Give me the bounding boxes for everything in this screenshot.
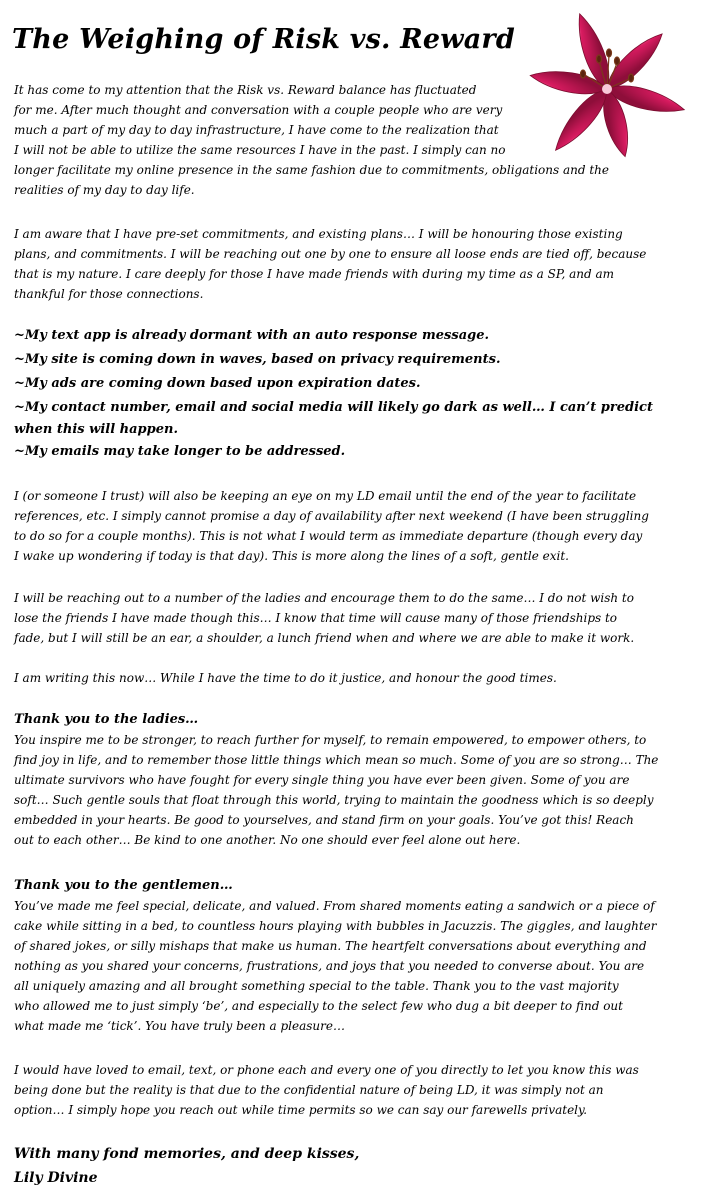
- bullet-line: when this will happen.: [14, 422, 178, 437]
- body-line: I will be reaching out to a number of the ladies and encourage them to do the same… I do not wish to: [14, 591, 634, 605]
- bullet-line: ~My site is coming down in waves, based on privacy requirements.: [14, 352, 501, 367]
- body-line: It has come to my attention that the Risk vs. Reward balance has fluctuated: [14, 83, 477, 97]
- body-line: find joy in life, and to remember those little things which mean so much. Some of you are so strong… The: [14, 753, 659, 767]
- body-line: of shared jokes, or silly mishaps that make us human. The heartfelt conversations about everything and: [14, 939, 647, 953]
- body-line: that is my nature. I care deeply for those I have made friends with during my time as a SP, and am: [14, 267, 615, 281]
- body-line: to do so for a couple months). This is not what I would term as immediate departure (though every day: [14, 529, 643, 543]
- body-line: all uniquely amazing and all brought something special to the table. Thank you to the vast majority: [14, 979, 619, 993]
- body-line: option… I simply hope you reach out while time permits so we can say our farewells privately.: [14, 1103, 588, 1117]
- body-line: nothing as you shared your concerns, frustrations, and joys that you needed to converse about. You are: [14, 959, 645, 973]
- body-line: lose the friends I have made though this… I know that time will cause many of those friendships to: [14, 611, 618, 625]
- signature-line: With many fond memories, and deep kisses,: [14, 1146, 360, 1162]
- body-line: ultimate survivors who have fought for every single thing you have ever been given. Some of you are: [14, 773, 630, 787]
- body-line: out to each other… Be kind to one another. No one should ever feel alone out here.: [14, 833, 521, 847]
- bullet-line: ~My contact number, email and social media will likely go dark as well… I can’t predict: [14, 400, 653, 415]
- body-line: being done but the reality is that due to the confidential nature of being LD, it was simply not an: [14, 1083, 604, 1097]
- body-line: references, etc. I simply cannot promise a day of availability after next weekend (I have been struggling: [14, 509, 649, 523]
- body-line: cake while sitting in a bed, to countless hours playing with bubbles in Jacuzzis. The giggles, and laughter: [14, 919, 657, 933]
- body-line: You inspire me to be stronger, to reach further for myself, to remain empowered, to empower others, to: [14, 733, 647, 747]
- body-line: plans, and commitments. I will be reaching out one by one to ensure all loose ends are tied off, because: [14, 247, 647, 261]
- signature-line: Lily Divine: [14, 1170, 98, 1186]
- body-line: for me. After much thought and conversation with a couple people who are very: [14, 103, 503, 117]
- body-line: I will not be able to utilize the same resources I have in the past. I simply can no: [14, 143, 506, 157]
- red-lily-flower-icon: [522, 4, 692, 174]
- body-line: I am aware that I have pre-set commitments, and existing plans… I will be honouring those existing: [14, 227, 623, 241]
- body-line: soft… Such gentle souls that float through this world, trying to maintain the goodness which is so deeply: [14, 793, 654, 807]
- body-line: You’ve made me feel special, delicate, and valued. From shared moments eating a sandwich or a piece of: [14, 899, 655, 913]
- section-heading: Thank you to the gentlemen…: [14, 878, 233, 893]
- bullet-line: ~My ads are coming down based upon expiration dates.: [14, 376, 421, 391]
- body-line: what made me ‘tick’. You have truly been a pleasure…: [14, 1019, 345, 1033]
- section-heading: Thank you to the ladies…: [14, 712, 199, 727]
- body-line: fade, but I will still be an ear, a shoulder, a lunch friend when and where we are able to make it work.: [14, 631, 635, 645]
- bullet-line: ~My text app is already dormant with an auto response message.: [14, 328, 490, 343]
- body-line: longer facilitate my online presence in the same fashion due to commitments, obligations and the: [14, 163, 610, 177]
- body-line: I wake up wondering if today is that day). This is more along the lines of a soft, gentle exit.: [14, 549, 569, 563]
- body-line: I (or someone I trust) will also be keeping an eye on my LD email until the end of the year to facilitate: [14, 489, 637, 503]
- body-line: much a part of my day to day infrastructure, I have come to the realization that: [14, 123, 499, 137]
- body-line: thankful for those connections.: [14, 287, 204, 301]
- letter-title: The Weighing of Risk vs. Reward: [12, 24, 515, 55]
- body-line: who allowed me to just simply ‘be’, and especially to the select few who dug a bit deeper to find out: [14, 999, 623, 1013]
- body-line: embedded in your hearts. Be good to yourselves, and stand firm on your goals. You’ve got this! Reach: [14, 813, 634, 827]
- bullet-line: ~My emails may take longer to be addressed.: [14, 444, 346, 459]
- body-line: realities of my day to day life.: [14, 183, 195, 197]
- body-line: I would have loved to email, text, or phone each and every one of you directly to let you know this was: [14, 1063, 639, 1077]
- body-line: I am writing this now… While I have the time to do it justice, and honour the good times.: [14, 671, 557, 685]
